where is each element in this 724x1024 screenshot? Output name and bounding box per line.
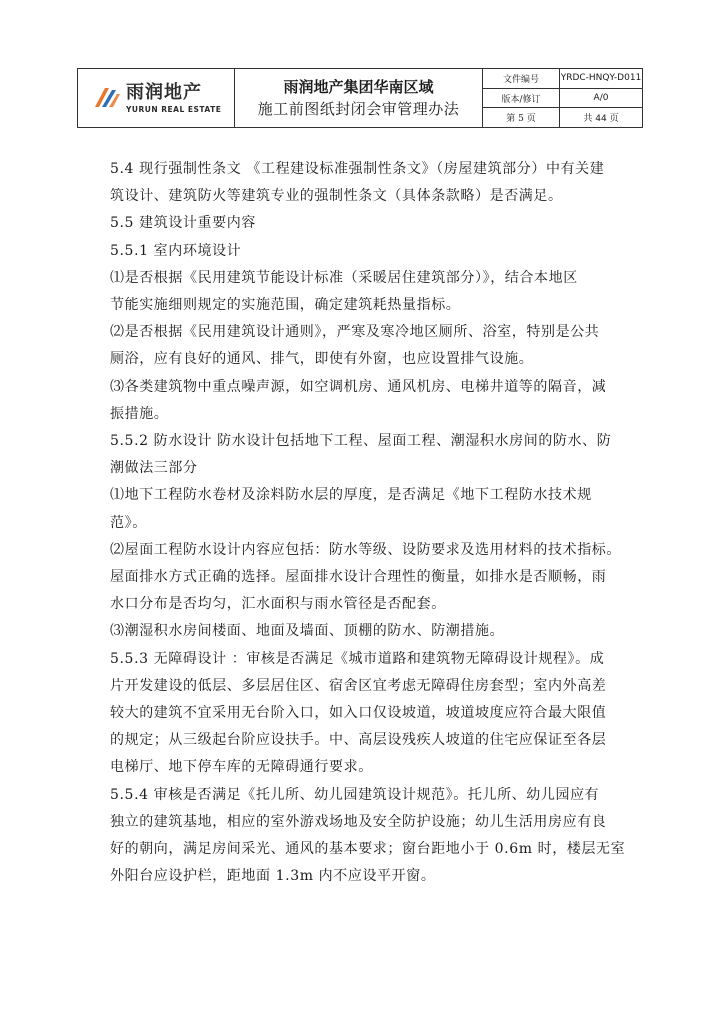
text-line: ⑴是否根据《民用建筑节能设计标准（采暖居住建筑部分）》，结合本地区 [110, 269, 578, 286]
logo-mark-icon [92, 83, 122, 113]
text-line: 厕浴，应有良好的通风、排气，即使有外窗，也应设置排气设施。 [110, 351, 534, 368]
company-logo [78, 69, 235, 127]
version-label: 版本/修订 [483, 89, 560, 108]
text-line: 5.5 建筑设计重要内容 [110, 215, 256, 232]
document-title-block [235, 69, 483, 127]
document-title: 施工前图纸封闭会审管理办法 [257, 100, 460, 118]
text-line: ⑶各类建筑物中重点噪声源，如空调机房、通风机房、电梯井道等的隔音，减 [110, 378, 607, 395]
text-line: 电梯厅、地下停车库的无障碍通行要求。 [110, 759, 373, 776]
page-total: 共 44 页 [583, 114, 619, 125]
meta-row-doc-no [483, 69, 642, 89]
text-line: 5.4 现行强制性条文 《工程建设标准强制性条文》（房屋建筑部分）中有关建 [110, 161, 605, 177]
meta-row-page [483, 108, 642, 127]
text-line: 水口分布是否均匀，汇水面积与雨水管径是否配套。 [110, 596, 446, 613]
text-line: ⑵是否根据《民用建筑设计通则》，严寒及寒冷地区厕所、浴室，特别是公共 [110, 324, 600, 341]
text-line: 5.5.1 室内环境设计 [110, 242, 242, 259]
page-number: 第 5 页 [483, 108, 560, 127]
organization-title: 雨润地产集团华南区域 [283, 78, 434, 96]
text-line: 外阳台应设护栏，距地面 1.3m 内不应设平开窗。 [110, 868, 436, 885]
text-line: ⑶潮湿积水房间楼面、地面及墙面、顶棚的防水、防潮措施。 [110, 623, 505, 640]
doc-no-label: 文件编号 [483, 69, 560, 88]
logo-english-name: YURUN REAL ESTATE [126, 104, 222, 114]
text-line: 屋面排水方式正确的选择。屋面排水设计合理性的衡量，如排水是否顺畅，雨 [110, 569, 607, 586]
text-line: 的规定；从三级起台阶应设扶手。中、高层设残疾人坡道的住宅应保证至各层 [110, 732, 607, 749]
text-line: 5.5.3 无障碍设计 ：审核是否满足《城市道路和建筑物无障碍设计规程》。成 [110, 650, 605, 667]
text-line: 好的朝向，满足房间采光、通风的基本要求；窗台距地小于 0.6m 时，楼层无室 [110, 841, 626, 858]
logo-chinese-name: 雨润地产 [126, 81, 202, 103]
text-line: 筑设计、建筑防火等建筑专业的强制性条文（具体条款略）是否满足。 [110, 188, 563, 205]
text-line: 5.5.4 审核是否满足《托儿所、幼儿园建筑设计规范》。托儿所、幼儿园应有 [110, 786, 600, 803]
document-header [77, 68, 643, 128]
document-body [110, 156, 630, 890]
text-line: 片开发建设的低层、多层居住区、宿舍区宜考虑无障碍住房套型；室内外高差 [110, 677, 607, 694]
text-line: ⑵屋面工程防水设计内容应包括：防水等级、设防要求及选用材料的技术指标。 [110, 541, 621, 558]
text-line: ⑴地下工程防水卷材及涂料防水层的厚度，是否满足《地下工程防水技术规 [110, 487, 592, 504]
text-line: 范》。 [110, 514, 147, 531]
meta-row-version [483, 89, 642, 109]
text-line: 节能实施细则规定的实施范围，确定建筑耗热量指标。 [110, 297, 461, 314]
text-line: 潮做法三部分 [110, 460, 198, 477]
text-line: 较大的建筑不宜采用无台阶入口，如入口仅设坡道，坡道坡度应符合最大限值 [110, 705, 607, 722]
version-value: A/0 [593, 93, 609, 103]
text-line: 振措施。 [110, 405, 169, 422]
text-line: 5.5.2 防水设计 防水设计包括地下工程、屋面工程、潮湿积水房间的防水、防 [110, 433, 612, 450]
doc-no-value: YRDC-HNQY-D011 [560, 73, 642, 84]
text-line: 独立的建筑基地，相应的室外游戏场地及安全防护设施；幼儿生活用房应有良 [110, 813, 607, 830]
document-meta-table [483, 69, 642, 127]
